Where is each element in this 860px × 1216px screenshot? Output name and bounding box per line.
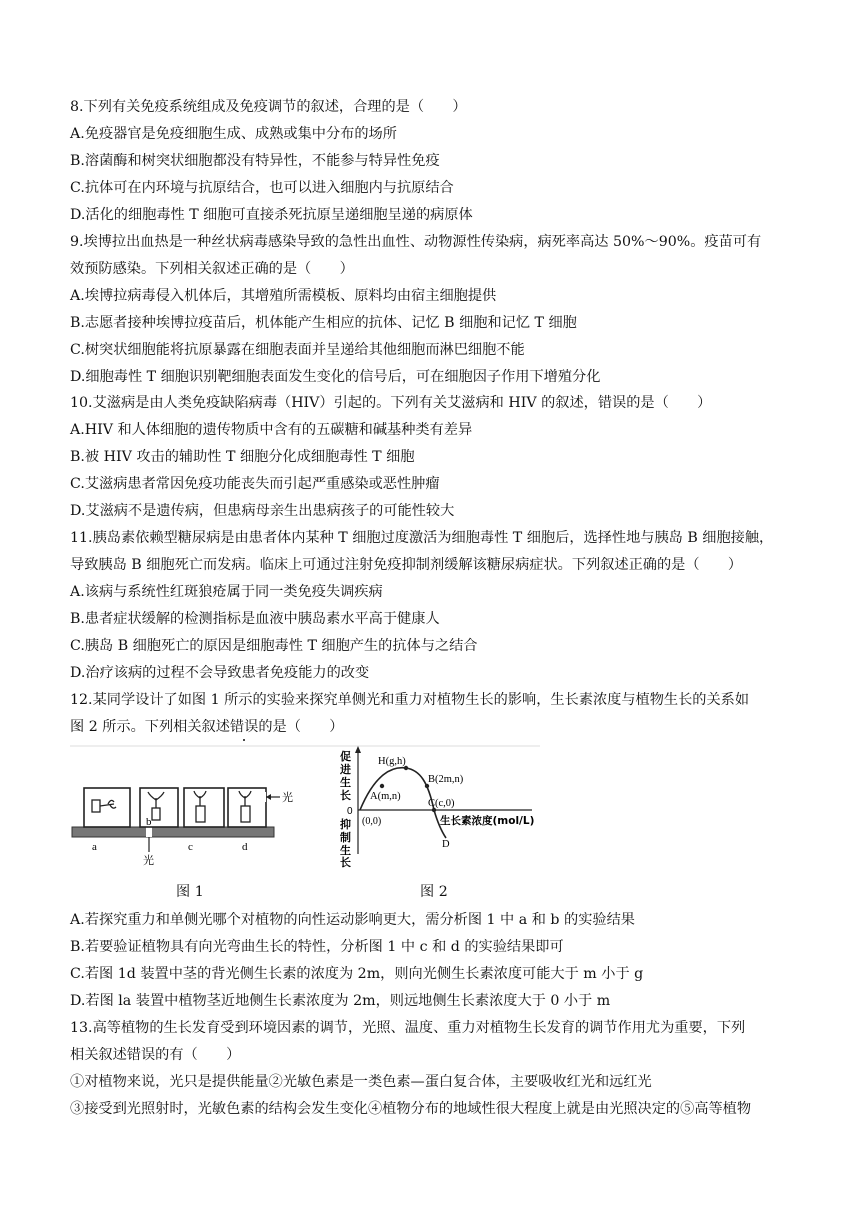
fig2-label-H: H(g,h): [378, 756, 406, 767]
q12-option-d: D.若图 la 装置中植物茎近地侧生长素浓度为 2m，则远地侧生长素浓度大于 0 小于 m: [70, 993, 611, 1009]
q13-stem-line1: 13.高等植物的生长发育受到环境因素的调节，光照、温度、重力对植物生长发育的调节作用尤为重要，下列: [70, 1020, 746, 1036]
q9-option-a: A.埃博拉病毒侵入机体后，其增殖所需模板、原料均由宿主细胞提供: [70, 288, 497, 304]
figure1-apparatus: [72, 788, 280, 852]
fig2-label-A: A(m,n): [370, 791, 401, 802]
q11-option-d: D.治疗该病的过程不会导致患者免疫能力的改变: [70, 665, 370, 681]
q10-option-c: C.艾滋病患者常因免疫功能丧失而引起严重感染或恶性肿瘤: [70, 476, 440, 492]
fig2-x-label: 生长素浓度(mol/L): [440, 815, 535, 827]
q10-option-b: B.被 HIV 攻击的辅助性 T 细胞分化成细胞毒性 T 细胞: [70, 449, 415, 465]
shelf-base: [72, 827, 274, 837]
figure2-caption: 图 2: [420, 884, 448, 900]
q8-option-b: B.溶菌酶和树突状细胞都没有特异性，不能参与特异性免疫: [70, 153, 440, 169]
q12-option-b: B.若要验证植物具有向光弯曲生长的特性，分析图 1 中 c 和 d 的实验结果即可: [70, 939, 564, 955]
q10-option-a: A.HIV 和人体细胞的遗传物质中含有的五碳糖和碱基种类有差异: [70, 422, 473, 438]
q12-option-a: A.若探究重力和单侧光哪个对植物的向性运动影响更大，需分析图 1 中 a 和 b 的实验结果: [70, 912, 635, 928]
fig1-light-label-bottom: 光: [143, 854, 154, 867]
fig2-y-lower-4: 长: [340, 856, 351, 869]
fig1-label-a: a: [92, 841, 97, 853]
q8-option-a: A.免疫器官是免疫细胞生成、成熟或集中分布的场所: [70, 126, 397, 142]
fig2-y-lower-1: 抑: [340, 818, 351, 831]
point-A: [380, 784, 384, 788]
q11-stem-line1: 11.胰岛素依赖型糖尿病是由患者体内某种 T 细胞过度激活为细胞毒性 T 细胞后，选择性地与胰岛 B 细胞接触，: [70, 530, 774, 546]
fig2-y-lower-2: 制: [340, 831, 351, 844]
fig2-y-lower-3: 生: [340, 844, 351, 857]
q11-option-a: A.该病与系统性红斑狼疮属于同一类免疫失调疾病: [70, 584, 383, 600]
q9-option-d: D.细胞毒性 T 细胞识别靶细胞表面发生变化的信号后，可在细胞因子作用下增殖分化: [70, 369, 601, 385]
fig1-label-d: d: [242, 841, 248, 853]
q12-stem-part2: 的是（ ）: [258, 719, 344, 735]
q8-option-c: C.抗体可在内环境与抗原结合，也可以进入细胞内与抗原结合: [70, 180, 454, 196]
box-a: [84, 788, 130, 827]
fig2-y-upper-4: 长: [340, 789, 351, 802]
fig2-label-C: C(c,0): [428, 798, 455, 809]
q12-stem-line2: [70, 717, 343, 737]
q11-option-b: B.患者症状缓解的检测指标是血液中胰岛素水平高于健康人: [70, 611, 440, 627]
q12-stem-part1: 图 2 所示。下列相关叙述: [70, 719, 230, 735]
fig2-label-D: D: [442, 839, 450, 850]
q10-stem: 10.艾滋病是由人类免疫缺陷病毒（HIV）引起的。下列有关艾滋病和 HIV 的叙述，错误的是（ ）: [70, 395, 712, 411]
fig2-zero: 0: [347, 806, 353, 817]
fig2-y-upper-3: 生: [340, 776, 351, 789]
q12-emphasis-wrong: 错误: [229, 719, 259, 735]
q12-stem-line1: 12.某同学设计了如图 1 所示的实验来探究单侧光和重力对植物生长的影响，生长素浓度与植物生长的关系如: [70, 692, 750, 708]
fig2-y-upper-2: 进: [340, 763, 351, 776]
fig1-label-c: c: [188, 841, 193, 853]
q12-option-c: C.若图 1d 装置中茎的背光侧生长素的浓度为 2m，则向光侧生长素浓度可能大于 m 小于 g: [70, 966, 644, 982]
figure1-caption: 图 1: [176, 884, 204, 900]
q13-items-line1: ①对植物来说，光只是提供能量②光敏色素是一类色素—蛋白复合体，主要吸收红光和远红光: [70, 1074, 652, 1090]
q9-stem-line1: 9.埃博拉出血热是一种丝状病毒感染导致的急性出血性、动物源性传染病，病死率高达 50%～90%。疫苗可有: [70, 234, 762, 250]
q9-option-c: C.树突状细胞能将抗原暴露在细胞表面并呈递给其他细胞而淋巴细胞不能: [70, 342, 525, 358]
box-d: [228, 788, 266, 827]
figure-svg: [70, 744, 542, 869]
figure-area: [70, 744, 542, 869]
fig1-light-label-top: 光: [282, 791, 293, 804]
fig2-y-upper-1: 促: [340, 750, 351, 763]
fig2-label-B: B(2m,n): [428, 774, 464, 785]
fig2-origin: (0,0): [362, 816, 382, 827]
fig1-label-b: b: [146, 816, 152, 828]
q9-option-b: B.志愿者接种埃博拉疫苗后，机体能产生相应的抗体、记忆 B 细胞和记忆 T 细胞: [70, 315, 577, 331]
q11-option-c: C.胰岛 B 细胞死亡的原因是细胞毒性 T 细胞产生的抗体与之结合: [70, 638, 478, 654]
q11-stem-line2: 导致胰岛 B 细胞死亡而发病。临床上可通过注射免疫抑制剂缓解该糖尿病症状。下列叙述正确的是（ ）: [70, 557, 743, 573]
q9-stem-line2: 效预防感染。下列相关叙述正确的是（ ）: [70, 261, 354, 277]
q13-items-line2: ③接受到光照射时，光敏色素的结构会发生变化④植物分布的地域性很大程度上就是由光照决定的⑤高等植物: [70, 1101, 752, 1117]
q10-option-d: D.艾滋病不是遗传病，但患病母亲生出患病孩子的可能性较大: [70, 503, 455, 519]
q8-stem: 8.下列有关免疫系统组成及免疫调节的叙述，合理的是（ ）: [70, 99, 467, 115]
q13-stem-line2: 相关叙述错误的有（ ）: [70, 1047, 241, 1063]
q8-option-d: D.活化的细胞毒性 T 细胞可直接杀死抗原呈递细胞呈递的病原体: [70, 207, 473, 223]
